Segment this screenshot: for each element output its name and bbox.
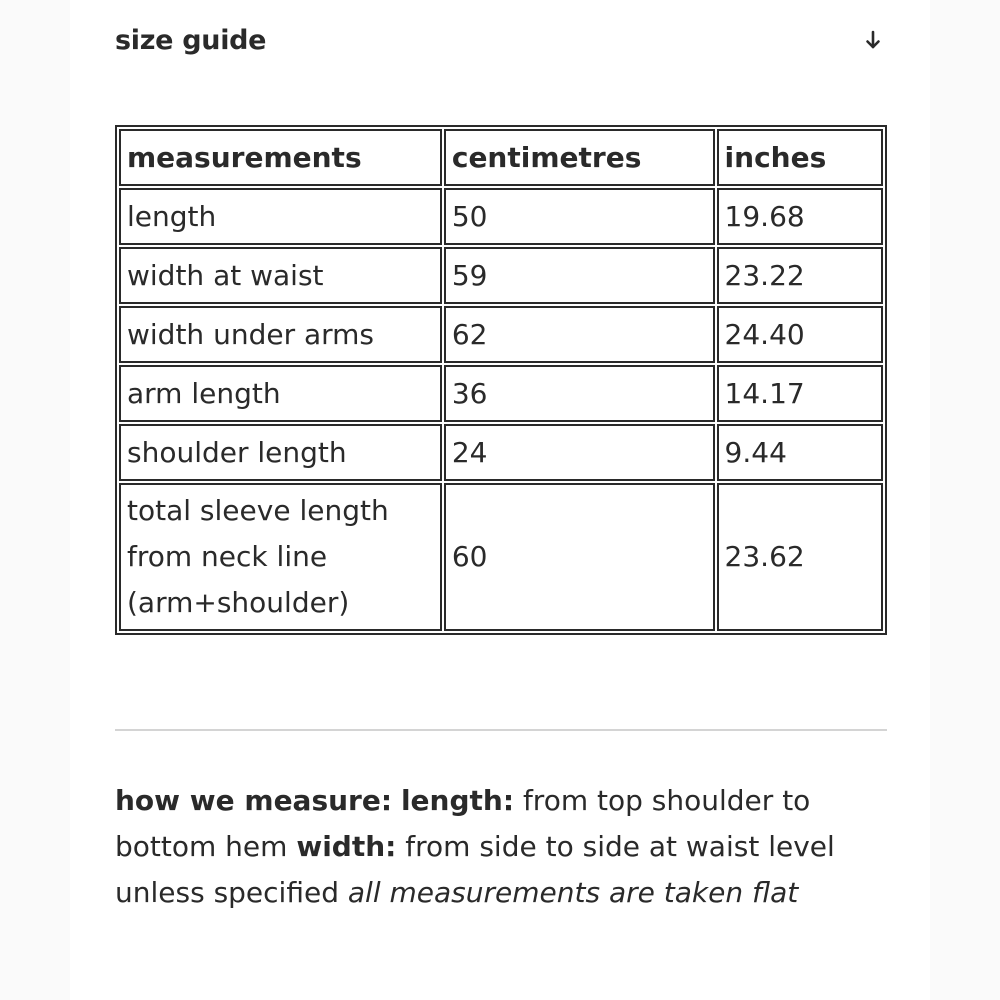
size-guide-header[interactable]: [115, 20, 887, 60]
column-header-measurements: measurements: [119, 129, 442, 186]
table-header-row: [119, 129, 883, 186]
flat-note: all measurements are taken flat: [347, 876, 799, 909]
centimetres-cell: 62: [444, 306, 715, 363]
table-row: [119, 483, 883, 631]
length-text: from top shoulder to bottom hem: [115, 784, 811, 863]
measurement-cell: [119, 483, 442, 631]
table-row: [119, 424, 883, 481]
table-row: [119, 306, 883, 363]
centimetres-cell: 60: [444, 483, 715, 631]
centimetres-cell: 50: [444, 188, 715, 245]
measurement-line: from neck line: [127, 540, 328, 573]
inches-cell: 24.40: [717, 306, 883, 363]
measurement-cell: shoulder length: [119, 424, 442, 481]
inches-cell: 14.17: [717, 365, 883, 422]
arrow-down-icon[interactable]: [861, 28, 885, 52]
column-header-inches: inches: [717, 129, 883, 186]
measurement-line: (arm+shoulder): [127, 586, 350, 619]
length-label: length:: [400, 784, 515, 817]
inches-cell: 9.44: [717, 424, 883, 481]
table-row: [119, 188, 883, 245]
inches-cell: 19.68: [717, 188, 883, 245]
width-label: width:: [296, 830, 397, 863]
measurement-cell: arm length: [119, 365, 442, 422]
inches-cell: 23.22: [717, 247, 883, 304]
centimetres-cell: 36: [444, 365, 715, 422]
centimetres-cell: 59: [444, 247, 715, 304]
table-row: [119, 247, 883, 304]
measurement-cell: length: [119, 188, 442, 245]
width-text: from side to side at waist level unless specified: [115, 830, 835, 909]
measurement-cell: width under arms: [119, 306, 442, 363]
centimetres-cell: 24: [444, 424, 715, 481]
measurement-cell: width at waist: [119, 247, 442, 304]
size-guide-title: size guide: [115, 24, 267, 56]
table-row: [119, 365, 883, 422]
measurement-line: total sleeve length: [127, 494, 389, 527]
measure-note: [115, 778, 875, 916]
column-header-centimetres: centimetres: [444, 129, 715, 186]
how-we-measure-label: how we measure:: [115, 784, 393, 817]
inches-cell: 23.62: [717, 483, 883, 631]
size-table: [115, 125, 887, 635]
section-divider: [115, 729, 887, 731]
